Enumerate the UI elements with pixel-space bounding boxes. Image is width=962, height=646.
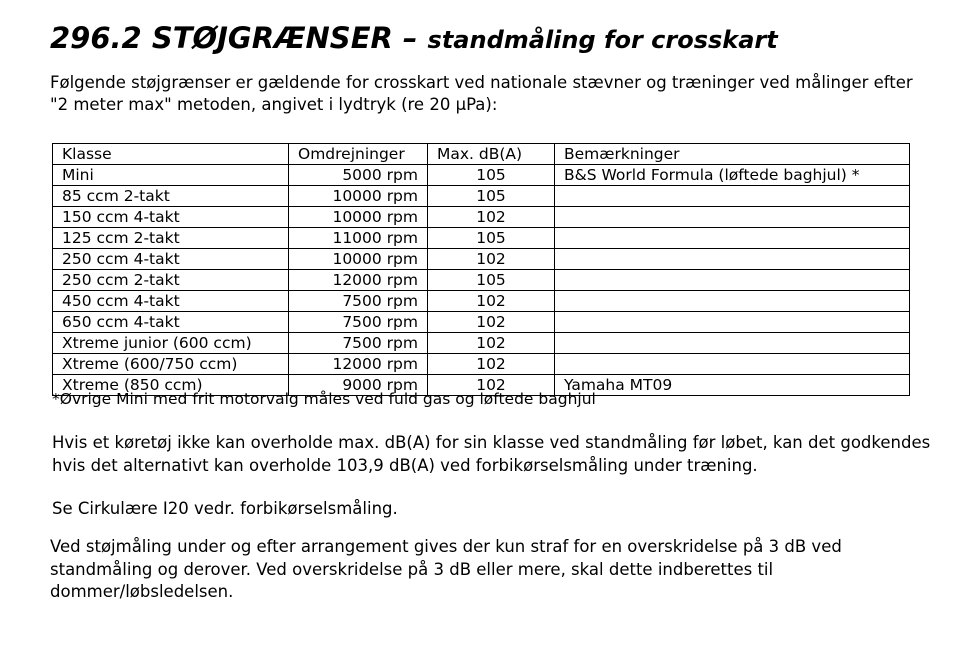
cell-max-db: 102 (428, 375, 555, 396)
title-subtitle: standmåling for crosskart (427, 26, 778, 54)
cell-klasse: 450 ccm 4-takt (53, 291, 289, 312)
cell-klasse: Xtreme (600/750 ccm) (53, 354, 289, 375)
cell-bemaerkninger (555, 291, 910, 312)
cell-klasse: 250 ccm 4-takt (53, 249, 289, 270)
table-row (53, 312, 910, 333)
noise-limits-table (52, 143, 910, 396)
cell-omdrejninger: 10000 rpm (289, 207, 428, 228)
cell-omdrejninger: 7500 rpm (289, 333, 428, 354)
cell-bemaerkninger (555, 354, 910, 375)
table-row (53, 249, 910, 270)
cell-max-db: 102 (428, 354, 555, 375)
cell-klasse: Xtreme (850 ccm) (53, 375, 289, 396)
table-row (53, 291, 910, 312)
cell-bemaerkninger (555, 333, 910, 354)
cell-omdrejninger: 7500 rpm (289, 291, 428, 312)
cell-max-db: 102 (428, 312, 555, 333)
cell-omdrejninger: 10000 rpm (289, 186, 428, 207)
table-row (53, 207, 910, 228)
cell-bemaerkninger (555, 228, 910, 249)
table-row (53, 354, 910, 375)
paragraph-alternative-measurement: Hvis et køretøj ikke kan overholde max. dB(A) for sin klasse ved standmåling før løbet, kan det godkendes hvis det alternativt kan overholde 103,9 dB(A) ved forbikørselsmåling under træning. (52, 433, 931, 475)
cell-bemaerkninger (555, 207, 910, 228)
cell-max-db: 105 (428, 186, 555, 207)
intro-paragraph: Følgende støjgrænser er gældende for crosskart ved nationale stævner og træninger ved målinger efter "2 meter max" metoden, angivet i lydtryk (re 20 μPa): (50, 73, 913, 114)
table-body (53, 165, 910, 396)
table-row (53, 165, 910, 186)
cell-omdrejninger: 10000 rpm (289, 249, 428, 270)
cell-bemaerkninger (555, 312, 910, 333)
cell-bemaerkninger: B&S World Formula (løftede baghjul) * (555, 165, 910, 186)
cell-klasse: 150 ccm 4-takt (53, 207, 289, 228)
cell-max-db: 105 (428, 228, 555, 249)
cell-bemaerkninger: Yamaha MT09 (555, 375, 910, 396)
cell-omdrejninger: 7500 rpm (289, 312, 428, 333)
page-title (50, 18, 778, 56)
table-row (53, 186, 910, 207)
cell-omdrejninger: 12000 rpm (289, 354, 428, 375)
table-row (53, 270, 910, 291)
cell-omdrejninger: 11000 rpm (289, 228, 428, 249)
cell-klasse: 650 ccm 4-takt (53, 312, 289, 333)
cell-klasse: Xtreme junior (600 ccm) (53, 333, 289, 354)
cell-klasse: Mini (53, 165, 289, 186)
header-bemaerkninger: Bemærkninger (555, 144, 910, 165)
title-main: 296.2 STØJGRÆNSER – (50, 21, 428, 55)
cell-klasse: 125 ccm 2-takt (53, 228, 289, 249)
header-omdrejninger: Omdrejninger (289, 144, 428, 165)
cell-max-db: 102 (428, 291, 555, 312)
paragraph-penalty: Ved støjmåling under og efter arrangement gives der kun straf for en overskridelse på 3 dB ved standmåling og derover. Ved overskridelse på 3 dB eller mere, skal dette indberettes til dommer/løbsledelsen. (50, 537, 842, 601)
cell-omdrejninger: 12000 rpm (289, 270, 428, 291)
header-max-db: Max. dB(A) (428, 144, 555, 165)
cell-bemaerkninger (555, 270, 910, 291)
table-header-row (53, 144, 910, 165)
cell-max-db: 102 (428, 333, 555, 354)
cell-klasse: 85 ccm 2-takt (53, 186, 289, 207)
paragraph-circular-reference: Se Cirkulære I20 vedr. forbikørselsmåling. (52, 499, 398, 518)
cell-max-db: 105 (428, 165, 555, 186)
table-row (53, 333, 910, 354)
cell-klasse: 250 ccm 2-takt (53, 270, 289, 291)
table-footnote: *Øvrige Mini med frit motorvalg måles ved fuld gas og løftede baghjul (52, 390, 596, 408)
cell-bemaerkninger (555, 186, 910, 207)
header-klasse: Klasse (53, 144, 289, 165)
cell-bemaerkninger (555, 249, 910, 270)
cell-omdrejninger: 5000 rpm (289, 165, 428, 186)
cell-omdrejninger: 9000 rpm (289, 375, 428, 396)
table-row (53, 228, 910, 249)
cell-max-db: 102 (428, 249, 555, 270)
cell-max-db: 105 (428, 270, 555, 291)
cell-max-db: 102 (428, 207, 555, 228)
